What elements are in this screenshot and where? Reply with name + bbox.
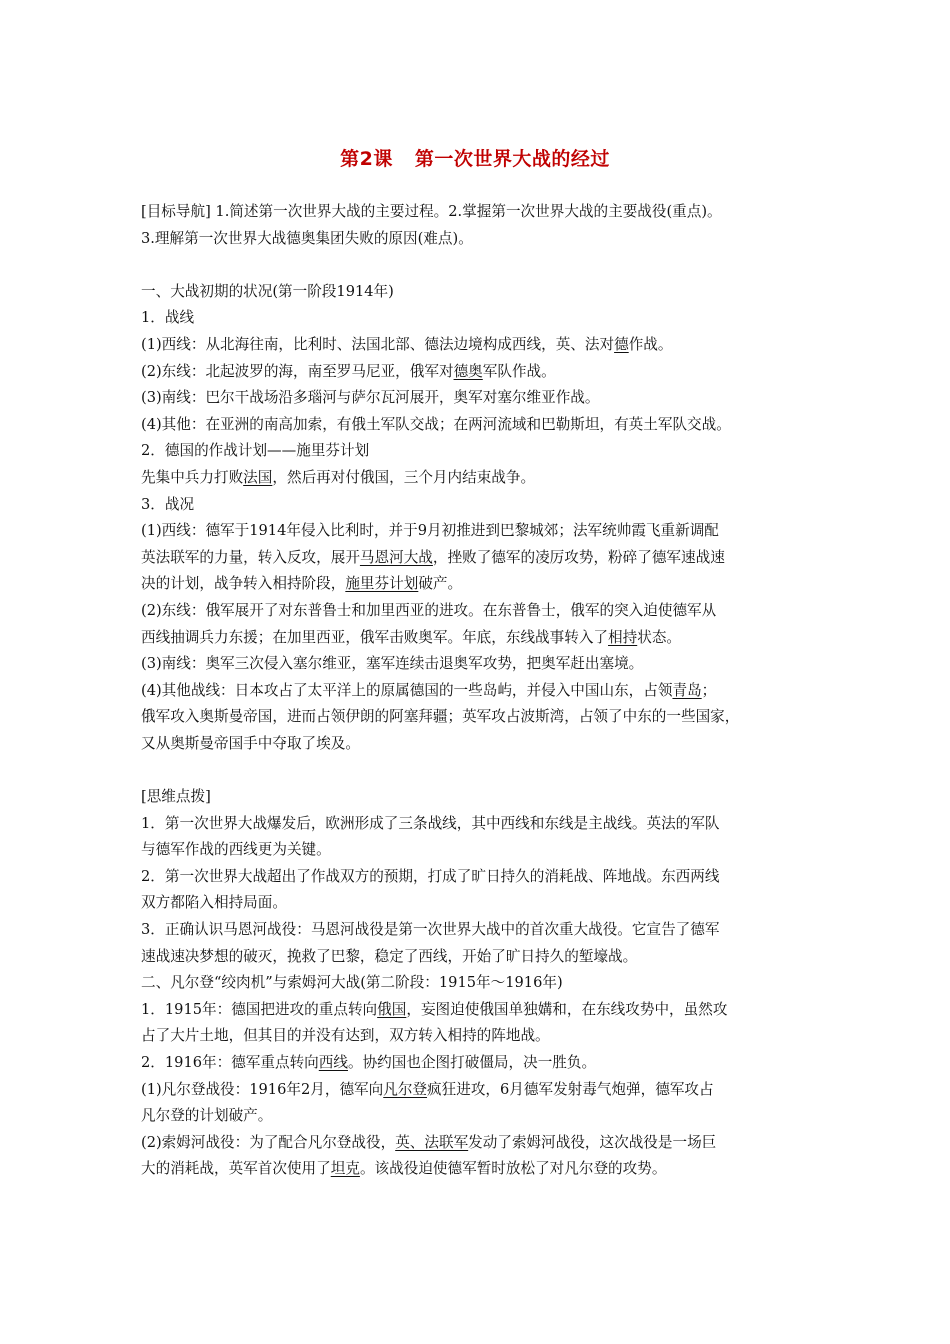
paragraph-plan: 先集中兵力打败法国，然后再对付俄国，三个月内结束战争。 <box>141 468 536 486</box>
goal-nav-line-1: [目标导航] 1.简述第一次世界大战的主要过程。2.掌握第一次世界大战的主要战役(重点)。 <box>141 203 722 220</box>
thinking-label: [思维点拨] <box>141 788 211 806</box>
subheading-german-plan: 2．德国的作战计划——施里芬计划 <box>141 442 370 460</box>
paragraph-situation-west-2: 英法联军的力量，转入反攻，展开马恩河大战，挫败了德军的凌厉攻势，粉碎了德军速战速 <box>141 548 725 566</box>
paragraph-1916: 2．1916年：德军重点转向西线。协约国也企图打破僵局，决一胜负。 <box>141 1054 597 1071</box>
lesson-number: 第2课 <box>340 148 393 170</box>
paragraph-situation-east-2: 西线抽调兵力东援；在加里西亚，俄军击败奥军。年底，东线战事转入了相持状态。 <box>141 628 682 646</box>
paragraph-other-front: (4)其他：在亚洲的南高加索，有俄土军队交战；在两河流域和巴勒斯坦，有英土军队交战。 <box>141 415 731 433</box>
paragraph-1915-a: 1．1915年：德国把进攻的重点转向俄国，妄图迫使俄国单独媾和，在东线攻势中，虽然攻 <box>141 1000 728 1018</box>
thinking-point-1b: 与德军作战的西线更为关键。 <box>141 841 331 859</box>
paragraph-situation-west-3: 决的计划，战争转入相持阶段，施里芬计划破产。 <box>141 575 463 593</box>
thinking-point-3b: 速战速决梦想的破灭，挽救了巴黎，稳定了西线，开始了旷日持久的堑壕战。 <box>141 947 638 965</box>
paragraph-east-front: (2)东线：北起波罗的海，南至罗马尼亚，俄军对德奥军队作战。 <box>141 362 556 380</box>
section-heading-1: 一、大战初期的状况(第一阶段1914年) <box>141 282 394 300</box>
paragraph-situation-other-3: 又从奥斯曼帝国手中夺取了埃及。 <box>141 734 360 752</box>
paragraph-west-front: (1)西线：从北海往南，比利时、法国北部、德法边境构成西线，英、法对德作战。 <box>141 335 673 353</box>
paragraph-situation-south: (3)南线：奥军三次侵入塞尔维亚，塞军连续击退奥军攻势，把奥军赶出塞境。 <box>141 655 644 673</box>
document-body <box>141 199 821 1183</box>
paragraph-somme-2: 大的消耗战，英军首次使用了坦克。该战役迫使德军暂时放松了对凡尔登的攻势。 <box>141 1160 667 1178</box>
lesson-name: 第一次世界大战的经过 <box>414 148 610 170</box>
paragraph-verdun-2: 凡尔登的计划破产。 <box>141 1107 273 1125</box>
goal-nav-label: [目标导航] <box>141 203 211 220</box>
paragraph-situation-other-2: 俄军攻入奥斯曼帝国，进而占领伊朗的阿塞拜疆；英军攻占波斯湾，占领了中东的一些国家， <box>141 708 740 726</box>
lesson-title <box>0 144 950 171</box>
thinking-point-1a: 1．第一次世界大战爆发后，欧洲形成了三条战线，其中西线和东线是主战线。英法的军队 <box>141 814 720 832</box>
subheading-front-lines: 1．战线 <box>141 309 195 327</box>
paragraph-south-front: (3)南线：巴尔干战场沿多瑙河与萨尔瓦河展开，奥军对塞尔维亚作战。 <box>141 389 600 407</box>
thinking-point-2b: 双方都陷入相持局面。 <box>141 894 287 912</box>
paragraph-situation-east-1: (2)东线：俄军展开了对东普鲁士和加里西亚的进攻。在东普鲁士，俄军的突入迫使德军从 <box>141 601 717 619</box>
thinking-point-3a: 3．正确认识马恩河战役：马恩河战役是第一次世界大战中的首次重大战役。它宣告了德军 <box>141 921 720 939</box>
paragraph-situation-other-1: (4)其他战线：日本攻占了太平洋上的原属德国的一些岛屿，并侵入中国山东，占领青岛； <box>141 681 717 699</box>
paragraph-verdun-1: (1)凡尔登战役：1916年2月，德军向凡尔登疯狂进攻，6月德军发射毒气炮弹，德军攻占 <box>141 1080 714 1098</box>
paragraph-situation-west-1: (1)西线：德军于1914年侵入比利时，并于9月初推进到巴黎城郊；法军统帅霞飞重新调配 <box>141 522 719 540</box>
section-heading-2: 二、凡尔登“绞肉机”与索姆河大战(第二阶段：1915年～1916年) <box>141 974 563 992</box>
paragraph-1915-b: 占了大片土地，但其目的并没有达到，双方转入相持的阵地战。 <box>141 1027 550 1045</box>
paragraph-somme-1: (2)索姆河战役：为了配合凡尔登战役，英、法联军发动了索姆河战役，这次战役是一场巨 <box>141 1133 717 1151</box>
thinking-point-2a: 2．第一次世界大战超出了作战双方的预期，打成了旷日持久的消耗战、阵地战。东西两线 <box>141 867 720 885</box>
subheading-war-situation: 3．战况 <box>141 495 195 513</box>
goal-nav-line-2: 3.理解第一次世界大战德奥集团失败的原因(难点)。 <box>141 229 473 247</box>
